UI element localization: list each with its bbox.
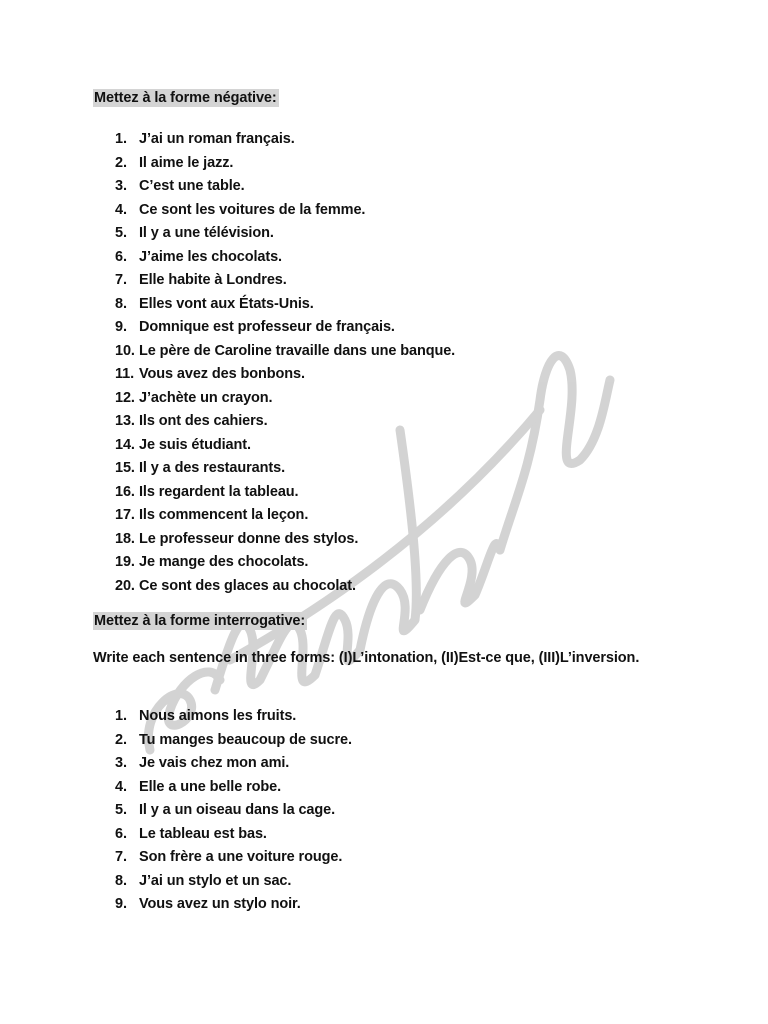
list-item bbox=[93, 506, 455, 530]
list-item bbox=[93, 577, 455, 601]
item-text: Il aime le jazz. bbox=[139, 154, 234, 171]
list-item bbox=[93, 412, 455, 436]
item-text: Le tableau est bas. bbox=[139, 825, 267, 842]
item-number: 3. bbox=[115, 755, 127, 771]
list-item bbox=[93, 530, 455, 554]
item-number: 3. bbox=[115, 178, 127, 194]
item-text: Nous aimons les fruits. bbox=[139, 708, 297, 724]
list-item bbox=[93, 848, 352, 872]
item-number: 10. bbox=[115, 342, 135, 359]
item-number: 4. bbox=[115, 778, 127, 795]
interrogative-exercise-list bbox=[93, 707, 352, 919]
item-number: 8. bbox=[115, 295, 127, 312]
item-number: 9. bbox=[115, 896, 127, 912]
list-item bbox=[93, 707, 352, 731]
item-text: Le professeur donne des stylos. bbox=[139, 530, 359, 547]
list-item bbox=[93, 318, 455, 342]
item-text: J’ai un stylo et un sac. bbox=[139, 872, 292, 889]
item-number: 13. bbox=[115, 413, 135, 429]
item-text: Elles vont aux États-Unis. bbox=[139, 295, 314, 312]
negative-exercise-list bbox=[93, 130, 455, 600]
item-number: 20. bbox=[115, 577, 135, 594]
item-text: Ils commencent la leçon. bbox=[139, 507, 309, 523]
list-item bbox=[93, 248, 455, 272]
list-item bbox=[93, 459, 455, 483]
list-item bbox=[93, 201, 455, 225]
item-number: 15. bbox=[115, 460, 135, 476]
list-item bbox=[93, 778, 352, 802]
list-item bbox=[93, 130, 455, 154]
item-number: 19. bbox=[115, 554, 135, 570]
list-item bbox=[93, 731, 352, 755]
item-text: Ce sont des glaces au chocolat. bbox=[139, 577, 356, 594]
item-number: 5. bbox=[115, 802, 127, 818]
item-number: 6. bbox=[115, 248, 127, 265]
item-number: 16. bbox=[115, 483, 135, 500]
item-number: 11. bbox=[115, 366, 135, 382]
list-item bbox=[93, 801, 352, 825]
list-item bbox=[93, 754, 352, 778]
list-item bbox=[93, 295, 455, 319]
item-text: Il y a une télévision. bbox=[139, 225, 274, 241]
item-number: 6. bbox=[115, 825, 127, 842]
item-text: Domnique est professeur de français. bbox=[139, 319, 395, 335]
item-number: 1. bbox=[115, 131, 127, 147]
item-text: Le père de Caroline travaille dans une banque. bbox=[139, 342, 456, 359]
list-item bbox=[93, 271, 455, 295]
item-text: Vous avez un stylo noir. bbox=[139, 896, 301, 912]
item-text: Ce sont les voitures de la femme. bbox=[139, 201, 366, 218]
list-item bbox=[93, 365, 455, 389]
item-text: Son frère a une voiture rouge. bbox=[139, 849, 343, 865]
item-text: Je suis étudiant. bbox=[139, 436, 251, 453]
item-number: 7. bbox=[115, 272, 127, 288]
item-number: 12. bbox=[115, 389, 135, 406]
list-item bbox=[93, 553, 455, 577]
list-item bbox=[93, 825, 352, 849]
item-number: 1. bbox=[115, 708, 127, 724]
list-item bbox=[93, 483, 455, 507]
section-heading-negative: Mettez à la forme négative: bbox=[94, 90, 277, 106]
item-number: 7. bbox=[115, 849, 127, 865]
item-number: 2. bbox=[115, 731, 127, 748]
item-number: 8. bbox=[115, 872, 127, 889]
list-item bbox=[93, 154, 455, 178]
item-text: Tu manges beaucoup de sucre. bbox=[139, 731, 352, 748]
item-number: 17. bbox=[115, 507, 135, 523]
item-number: 18. bbox=[115, 530, 135, 547]
list-item bbox=[93, 895, 352, 919]
item-text: Je vais chez mon ami. bbox=[139, 755, 290, 771]
item-number: 2. bbox=[115, 154, 127, 171]
instruction-text: Write each sentence in three forms: (I)L’intonation, (II)Est-ce que, (III)L’inversion. bbox=[93, 650, 640, 666]
item-text: J’aime les chocolats. bbox=[139, 248, 282, 265]
item-text: Ils regardent la tableau. bbox=[139, 483, 299, 500]
list-item bbox=[93, 342, 455, 366]
list-item bbox=[93, 872, 352, 896]
section-heading-interrogative: Mettez à la forme interrogative: bbox=[94, 613, 306, 629]
item-text: Il y a un oiseau dans la cage. bbox=[139, 802, 336, 818]
list-item bbox=[93, 436, 455, 460]
list-item bbox=[93, 389, 455, 413]
item-text: C’est une table. bbox=[139, 178, 245, 194]
item-number: 5. bbox=[115, 225, 127, 241]
item-number: 14. bbox=[115, 436, 135, 453]
item-number: 9. bbox=[115, 319, 127, 335]
item-text: J’ai un roman français. bbox=[139, 131, 295, 147]
item-text: Je mange des chocolats. bbox=[139, 554, 309, 570]
list-item bbox=[93, 224, 455, 248]
item-text: Elle habite à Londres. bbox=[139, 272, 287, 288]
item-text: Il y a des restaurants. bbox=[139, 460, 285, 476]
item-number: 4. bbox=[115, 201, 127, 218]
list-item bbox=[93, 177, 455, 201]
item-text: Elle a une belle robe. bbox=[139, 778, 282, 795]
item-text: Ils ont des cahiers. bbox=[139, 413, 268, 429]
item-text: Vous avez des bonbons. bbox=[139, 366, 305, 382]
item-text: J’achète un crayon. bbox=[139, 389, 273, 406]
